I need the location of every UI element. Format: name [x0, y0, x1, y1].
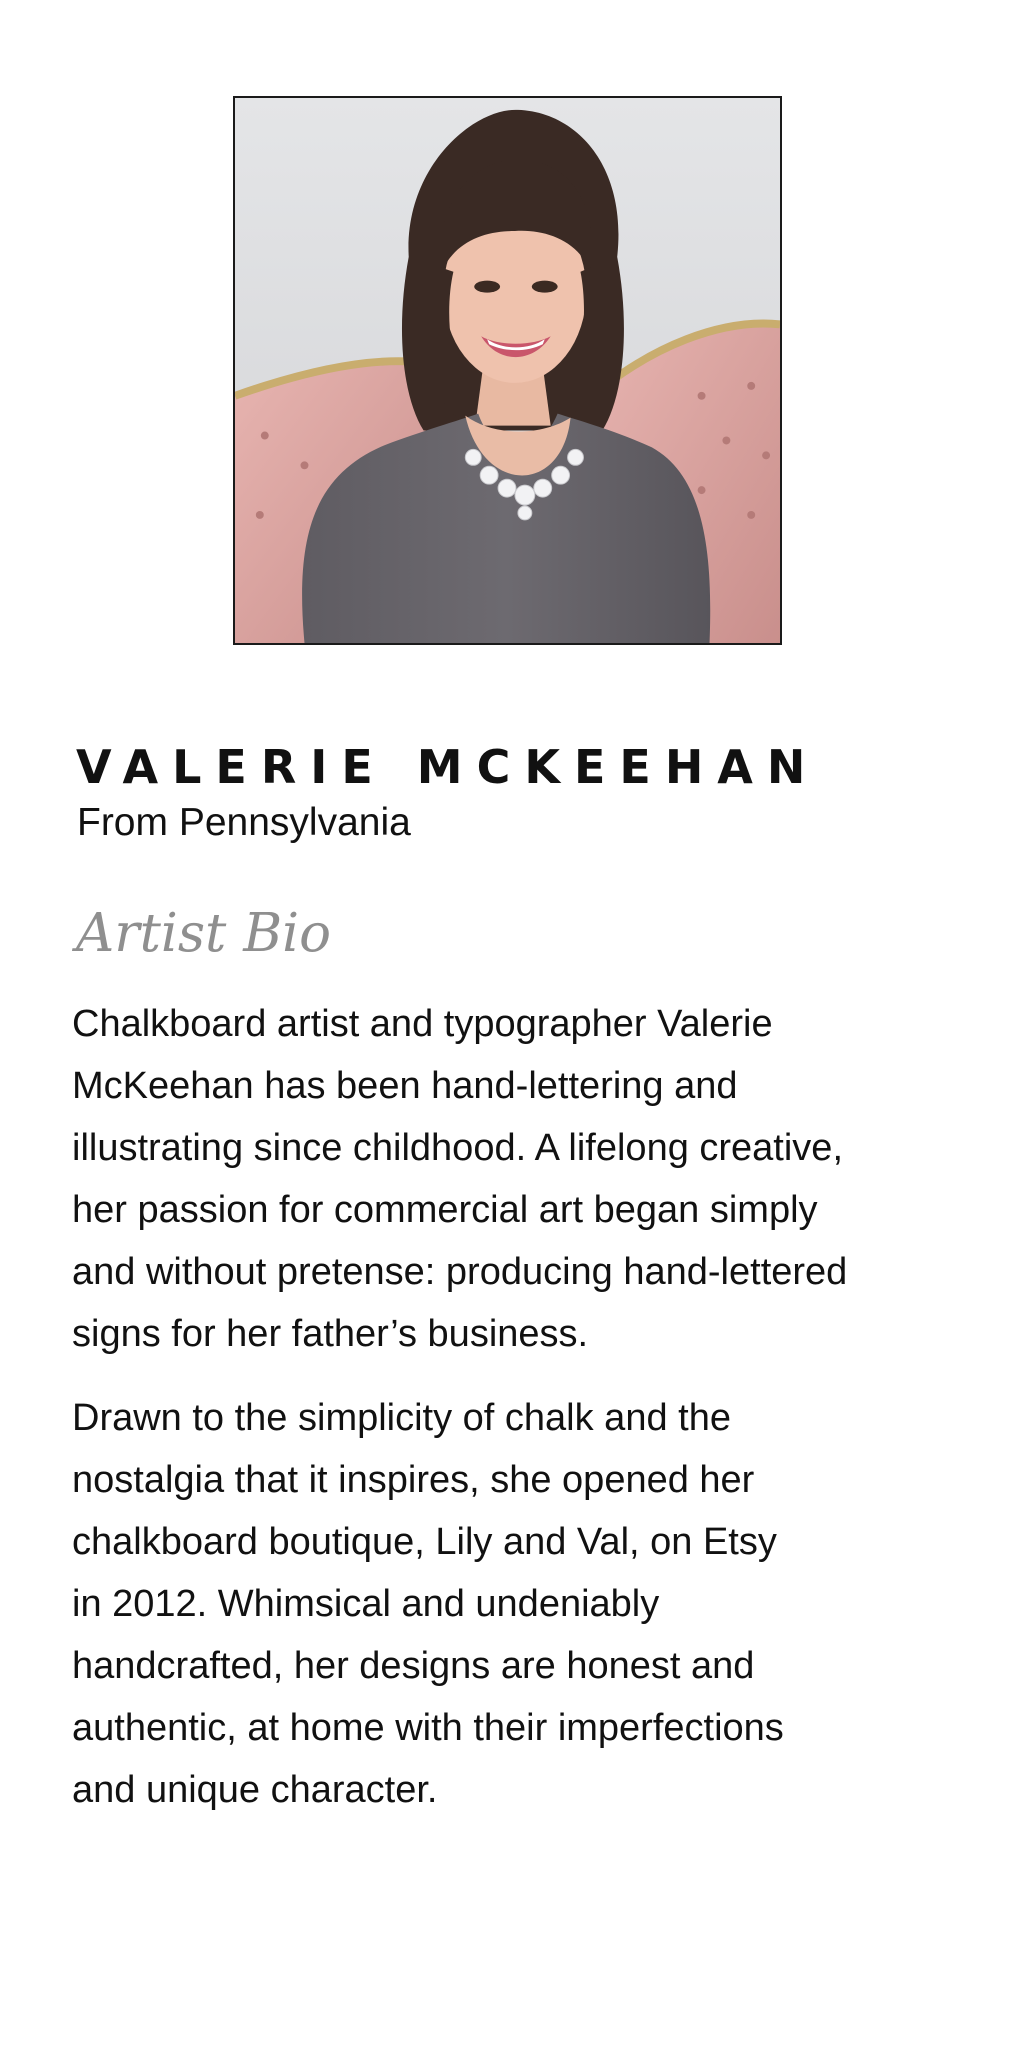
bio-paragraph-1-line: McKeehan has been hand-lettering and — [72, 1065, 738, 1107]
artist-name: VALERIE MCKEEHAN — [76, 740, 820, 794]
bio-paragraph-1-line: Chalkboard artist and typographer Valerie — [72, 1003, 773, 1045]
bio-paragraph-1-line: illustrating since childhood. A lifelong creative, — [72, 1127, 844, 1169]
bio-paragraph-1-line: her passion for commercial art began simply — [72, 1189, 818, 1231]
bio-paragraph-2-line: in 2012. Whimsical and undeniably — [72, 1583, 660, 1625]
bio-paragraph-1-line: signs for her father’s business. — [72, 1313, 589, 1355]
bio-paragraph-2-line: and unique character. — [72, 1769, 438, 1811]
bio-paragraph-2-line: nostalgia that it inspires, she opened her — [72, 1459, 755, 1501]
artist-origin: From Pennsylvania — [77, 801, 411, 844]
bio-paragraph-2-line: chalkboard boutique, Lily and Val, on Etsy — [72, 1521, 777, 1563]
bio-paragraph-1 — [72, 993, 972, 1365]
artist-portrait-photo — [233, 96, 782, 645]
bio-paragraph-1-line: and without pretense: producing hand-lettered — [72, 1251, 848, 1293]
bio-paragraph-2-line: authentic, at home with their imperfections — [72, 1707, 784, 1749]
bio-paragraph-2 — [72, 1387, 972, 1821]
bio-paragraph-2-line: handcrafted, her designs are honest and — [72, 1645, 755, 1687]
bio-paragraph-2-line: Drawn to the simplicity of chalk and the — [72, 1397, 731, 1439]
artist-bio-heading: Artist Bio — [76, 903, 332, 964]
